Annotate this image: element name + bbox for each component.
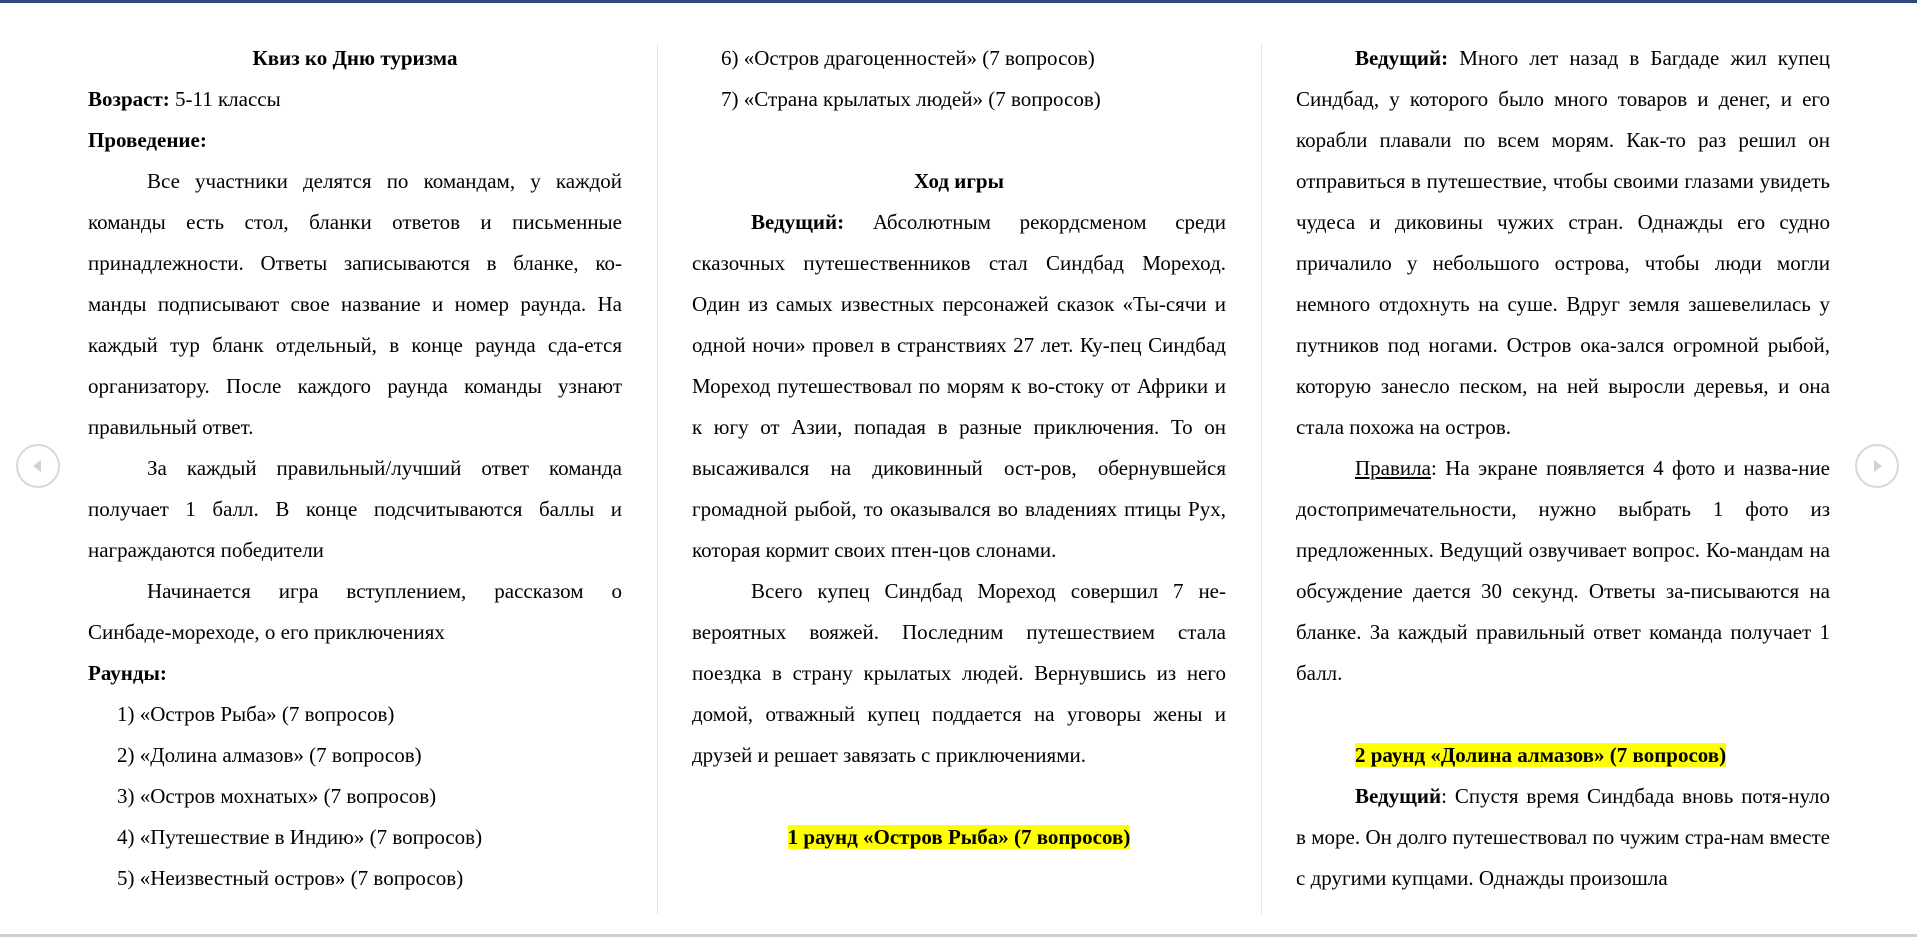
round-list-item: 5) «Неизвестный остров» (7 вопросов) — [117, 866, 464, 890]
top-accent-bar — [0, 0, 1917, 3]
spacer — [692, 776, 1226, 817]
rules-label: Правила — [1355, 456, 1431, 480]
rules-text: : На экране появляется 4 фото и назва-ние достопримечательности, нужно выбрать 1 фото из предложенных. Ведущий озвучивает вопрос. Ко-мандам на обсуждение дается 30 секунд. Ответы за-писываются на бланке. За каждый правильный ответ команда получает 1 балл. — [1296, 456, 1830, 685]
round-heading — [1296, 735, 1830, 776]
round-list-item: 3) «Остров мохнатых» (7 вопросов) — [117, 784, 437, 808]
round-list-item: 2) «Долина алмазов» (7 вопросов) — [117, 743, 422, 767]
age-label: Возраст: — [88, 87, 170, 111]
prev-page-button[interactable] — [16, 444, 60, 488]
spacer — [692, 120, 1226, 161]
page-column-3 — [1296, 38, 1830, 899]
chevron-left-icon — [29, 457, 47, 475]
age-value: 5-11 классы — [169, 87, 281, 111]
paragraph-text: Много лет назад в Багдаде жил купец Синдбад, у которого было много товаров и денег, и его корабли плавали по всем морям. Как-то раз решил он отправиться в путешествие, чтобы своими глазами увидеть чудеса и диковины чужих стран. Однажды его судно причалило у небольшого острова, чтобы люди могли немного отдохнуть на суше. Вдруг земля зашевелилась у путников под ногами. Остров ока-зался огромной рыбой, которую занесло песком, на ней выросли деревья, и она стала похожа на остров. — [1296, 46, 1830, 439]
next-page-button[interactable] — [1855, 444, 1899, 488]
page-column-1 — [88, 38, 622, 899]
rounds-label: Раунды: — [88, 661, 167, 685]
round-list-item: 4) «Путешествие в Индию» (7 вопросов) — [117, 825, 483, 849]
chevron-right-icon — [1868, 457, 1886, 475]
conduct-label: Проведение: — [88, 128, 207, 152]
paragraph-text: : Спустя время Синдбада вновь потя-нуло в море. Он долго путешествовал по чужим стра-нам вместе с другими купцами. Однажды произошла — [1296, 784, 1830, 890]
round-heading — [692, 817, 1226, 858]
round-2-title: 2 раунд «Долина алмазов» (7 вопросов) — [1355, 743, 1727, 767]
paragraph — [692, 202, 1226, 571]
column-divider — [657, 44, 658, 914]
round-list-item: 6) «Остров драгоценностей» (7 вопросов) — [721, 46, 1095, 70]
document-title: Квиз ко Дню туризма — [252, 46, 458, 70]
host-label: Ведущий — [1355, 784, 1442, 808]
paragraph-line: Синбаде-мореходе, о его приключениях — [88, 620, 445, 644]
page-column-2 — [692, 38, 1226, 858]
round-1-title: 1 раунд «Остров Рыба» (7 вопросов) — [787, 825, 1131, 849]
column-divider — [1261, 44, 1262, 914]
spacer — [1296, 694, 1830, 735]
paragraph: За каждый правильный/лучший ответ команда получает 1 балл. В конце подсчитываются баллы и награждаются победители — [88, 456, 622, 562]
paragraph-text: Абсолютным рекордсменом среди сказочных путешественников стал Синдбад Мореход. Один из самых известных персонажей сказок «Ты-сячи и одной ночи» провел в странствиях 27 лет. Ку-пец Синдбад Мореход путешествовал по морям к во-стоку от Африки и к югу от Азии, попадая в разные приключения. То он высаживался на диковинный ост-ров, обернувшейся громадной рыбой, то оказывался во владениях птицы Рух, которая кормит своих птен-цов слонами. — [692, 210, 1226, 562]
section-heading: Ход игры — [914, 169, 1004, 193]
host-label: Ведущий: — [751, 210, 845, 234]
paragraph-line: Начинается игра вступлением, рассказом о — [147, 579, 622, 603]
paragraph — [1296, 448, 1830, 694]
paragraph — [1296, 38, 1830, 448]
round-list-item: 7) «Страна крылатых людей» (7 вопросов) — [721, 87, 1101, 111]
paragraph — [1296, 776, 1830, 899]
paragraph: Все участники делятся по командам, у каждой команды есть стол, бланки ответов и письменные принадлежности. Ответы записываются в бланке, ко-манды подписывают свое название и номер раунда. На каждый тур бланк отдельный, в конце раунда сда-ется организатору. После каждого раунда команды узнают правильный ответ. — [88, 169, 622, 439]
round-list-item: 1) «Остров Рыба» (7 вопросов) — [117, 702, 395, 726]
host-label: Ведущий: — [1355, 46, 1449, 70]
paragraph: Всего купец Синдбад Мореход совершил 7 не-вероятных вояжей. Последним путешествием стала поездка в страну крылатых людей. Вернувшись из него домой, отважный купец поддается на уговоры жены и друзей и решает завязать с приключениями. — [692, 579, 1226, 767]
age-line — [88, 79, 622, 120]
